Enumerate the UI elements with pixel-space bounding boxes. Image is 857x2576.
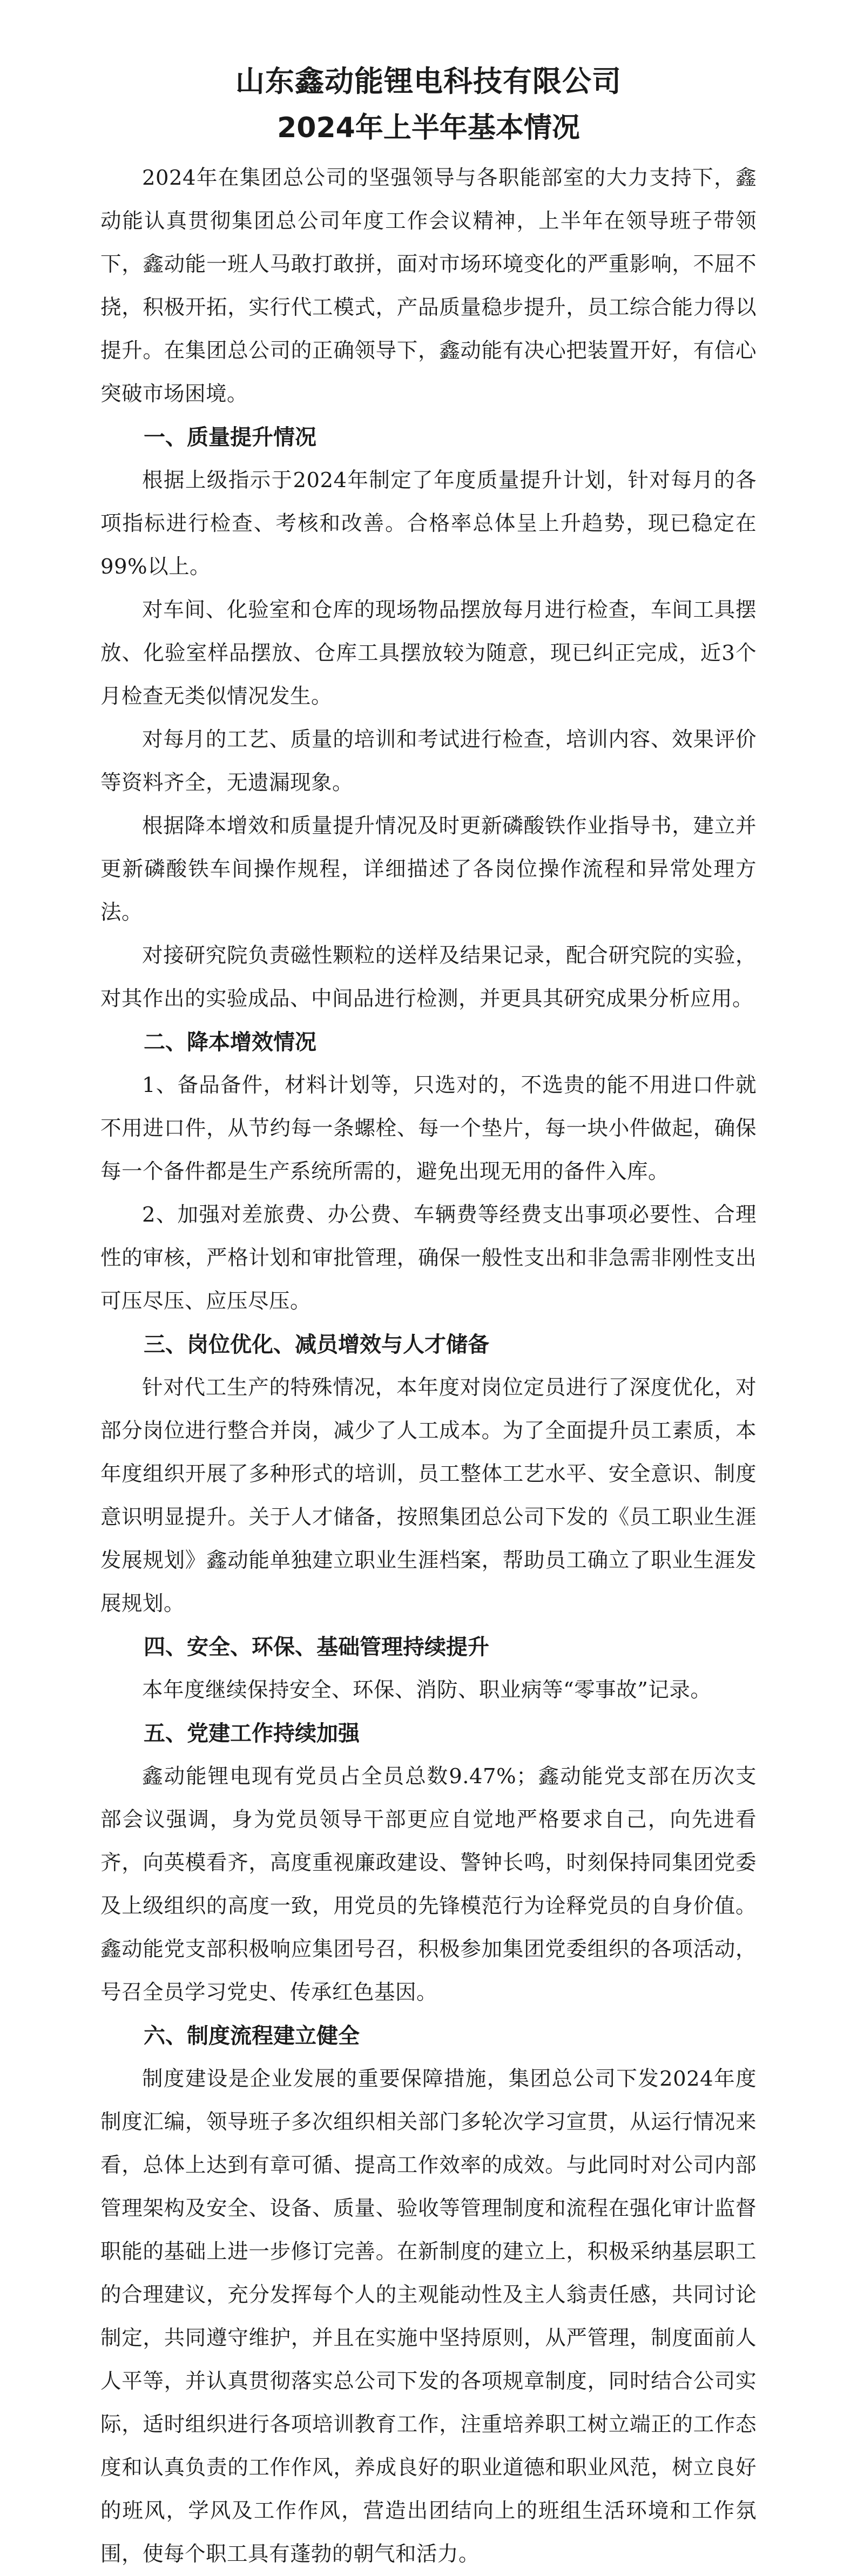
intro-paragraph: 2024年在集团总公司的坚强领导与各职能部室的大力支持下，鑫动能认真贯彻集团总公司年度工作会议精神，上半年在领导班子带领下，鑫动能一班人马敢打敢拼，面对市场环境变化的严重影响，不屈不挠，积极开拓，实行代工模式，产品质量稳步提升，员工综合能力得以提升。在集团总公司的正确领导下，鑫动能有决心把装置开好，有信心突破市场困境。 xyxy=(100,166,757,406)
section-heading: 五、党建工作持续加强 xyxy=(144,1721,360,1746)
section-heading: 三、岗位优化、减员增效与人才储备 xyxy=(144,1332,489,1357)
section-heading: 六、制度流程建立健全 xyxy=(144,2024,360,2048)
section-staffing xyxy=(100,1323,757,1626)
section-quality xyxy=(100,416,757,1021)
section-heading: 四、安全、环保、基础管理持续提升 xyxy=(144,1635,489,1660)
body-paragraph: 对每月的工艺、质量的培训和考试进行检查，培训内容、效果评价等资料齐全，无遗漏现象。 xyxy=(100,727,757,795)
body-paragraph: 对车间、化验室和仓库的现场物品摆放每月进行检查，车间工具摆放、化验室样品摆放、仓库工具摆放较为随意，现已纠正完成，近3个月检查无类似情况发生。 xyxy=(100,598,757,709)
section-rules xyxy=(100,2014,757,2576)
body-paragraph: 制度建设是企业发展的重要保障措施，集团总公司下发2024年度制度汇编，领导班子多次组织相关部门多轮次学习宣贯，从运行情况来看，总体上达到有章可循、提高工作效率的成效。与此同时对公司内部管理架构及安全、设备、质量、验收等管理制度和流程在强化审计监督职能的基础上进一步修订完善。在新制度的建立上，积极采纳基层职工的合理建议，充分发挥每个人的主观能动性及主人翁责任感，共同讨论制定，共同遵守维护，并且在实施中坚持原则，从严管理，制度面前人人平等，并认真贯彻落实总公司下发的各项规章制度，同时结合公司实际，适时组织进行各项培训教育工作，注重培养职工树立端正的工作态度和认真负责的工作作风，养成良好的职业道德和职业风范，树立良好的班风，学风及工作作风，营造出团结向上的班组生活环境和工作氛围，使每个职工具有蓬勃的朝气和活力。 xyxy=(100,2067,757,2566)
section-heading: 二、降本增效情况 xyxy=(144,1030,316,1055)
body-paragraph: 根据降本增效和质量提升情况及时更新磷酸铁作业指导书，建立并更新磷酸铁车间操作规程，详细描述了各岗位操作流程和异常处理方法。 xyxy=(100,814,757,925)
body-paragraph: 本年度继续保持安全、环保、消防、职业病等“零事故”记录。 xyxy=(142,1678,712,1702)
section-safety xyxy=(100,1626,757,1712)
body-paragraph: 根据上级指示于2024年制定了年度质量提升计划，针对每月的各项指标进行检查、考核和改善。合格率总体呈上升趋势，现已稳定在99%以上。 xyxy=(100,468,757,579)
document xyxy=(100,58,757,2576)
body-paragraph: 针对代工生产的特殊情况，本年度对岗位定员进行了深度优化，对部分岗位进行整合并岗，减少了人工成本。为了全面提升员工素质，本年度组织开展了多种形式的培训，员工整体工艺水平、安全意识、制度意识明显提升。关于人才储备，按照集团总公司下发的《员工职业生涯发展规划》鑫动能单独建立职业生涯档案，帮助员工确立了职业生涯发展规划。 xyxy=(100,1375,757,1616)
body-paragraph: 对接研究院负责磁性颗粒的送样及结果记录，配合研究院的实验，对其作出的实验成品、中间品进行检测，并更具其研究成果分析应用。 xyxy=(100,943,757,1011)
section-cost-reduction xyxy=(100,1021,757,1323)
body-paragraph: 鑫动能锂电现有党员占全员总数9.47%；鑫动能党支部在历次支部会议强调，身为党员领导干部更应自觉地严格要求自己，向先进看齐，向英模看齐，高度重视廉政建设、警钟长鸣，时刻保持同集团党委及上级组织的高度一致，用党员的先锋模范行为诠释党员的自身价值。鑫动能党支部积极响应集团号召，积极参加集团党委组织的各项活动，号召全员学习党史、传承红色基因。 xyxy=(100,1764,757,2005)
section-party-building xyxy=(100,1712,757,2014)
document-title: 山东鑫动能锂电科技有限公司 xyxy=(235,64,622,98)
section-heading: 一、质量提升情况 xyxy=(144,425,316,450)
body-paragraph: 2、加强对差旅费、办公费、车辆费等经费支出事项必要性、合理性的审核，严格计划和审批管理，确保一般性支出和非急需非刚性支出可压尽压、应压尽压。 xyxy=(100,1203,757,1313)
body-paragraph: 1、备品备件，材料计划等，只选对的，不选贵的能不用进口件就不用进口件，从节约每一条螺栓、每一个垫片，每一块小件做起，确保每一个备件都是生产系统所需的，避免出现无用的备件入库。 xyxy=(100,1073,757,1184)
document-subtitle: 2024年上半年基本情况 xyxy=(277,112,580,144)
